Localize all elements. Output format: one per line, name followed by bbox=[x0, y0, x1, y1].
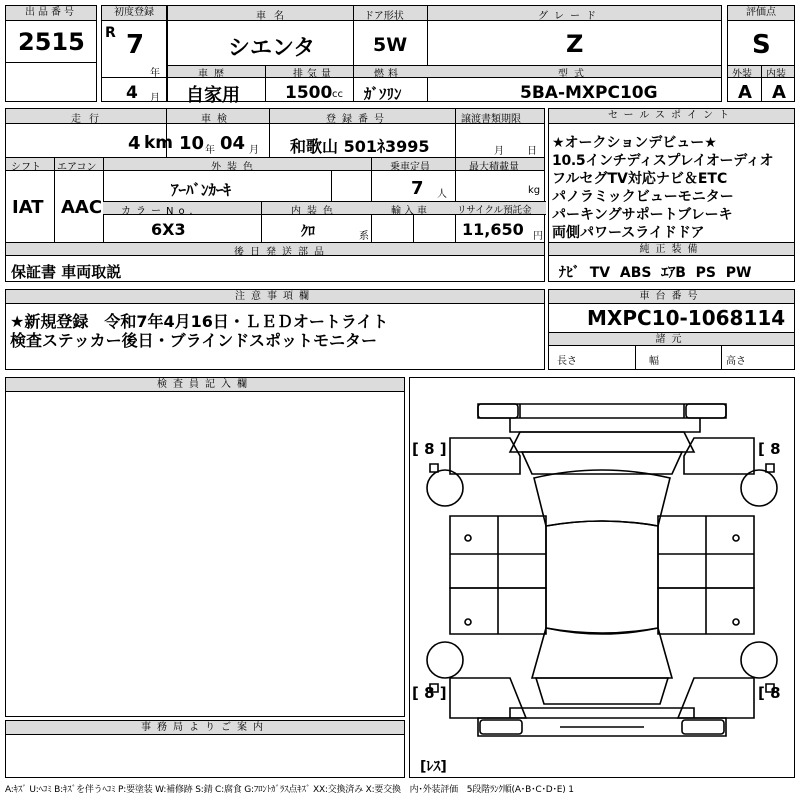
score-label: 評価点 bbox=[728, 6, 794, 21]
car-body-diagram bbox=[410, 378, 794, 777]
first-registration-cell bbox=[101, 5, 167, 102]
sales-points-label: セールスポイント bbox=[549, 109, 794, 124]
inspection-month-unit: 月 bbox=[249, 145, 259, 156]
door-label: ドア形状 bbox=[364, 11, 404, 22]
registration-number-label: 登録番号 bbox=[326, 114, 390, 125]
tire-rear-right-score: [ 8 bbox=[758, 684, 781, 702]
mileage-unit: km bbox=[144, 133, 174, 153]
notes-label: 注意事項欄 bbox=[6, 290, 544, 304]
displacement-label: 排気量 bbox=[293, 69, 335, 80]
displacement-unit: cc bbox=[332, 89, 343, 100]
aircon-label: エアコン bbox=[57, 162, 97, 173]
sales-line-3: フルセグTV対応ナビ＆ETC bbox=[552, 171, 728, 187]
details-table bbox=[5, 108, 545, 282]
inspection-year-unit: 年 bbox=[205, 145, 215, 156]
inspection-year: 10 bbox=[179, 133, 205, 154]
tire-front-left-score: [ 8 ] bbox=[412, 440, 447, 458]
car-name-label: 車名 bbox=[256, 11, 292, 22]
interior-label: 内装 bbox=[766, 69, 786, 80]
width-label: 幅 bbox=[649, 356, 659, 367]
exterior-color-label: 外装色 bbox=[211, 162, 259, 173]
first-registration-label: 初度登録 bbox=[102, 6, 166, 21]
color-number-label: カラーNo. bbox=[121, 206, 198, 217]
chassis-label: 車台番号 bbox=[549, 290, 794, 304]
transfer-deadline-label: 譲渡書類期限 bbox=[461, 114, 521, 125]
car-name: シエンタ bbox=[228, 36, 316, 61]
shift: IAT bbox=[12, 197, 44, 218]
model-code: 5BA-MXPC10G bbox=[520, 83, 658, 103]
recycle-label: リサイクル預託金 bbox=[457, 205, 532, 216]
sales-points-panel bbox=[548, 108, 795, 282]
first-registration-year: 7 bbox=[126, 30, 145, 60]
specs-label: 諸元 bbox=[549, 332, 794, 346]
shift-label: シフト bbox=[11, 162, 41, 173]
score: S bbox=[752, 30, 771, 60]
era: R bbox=[105, 25, 116, 41]
equipment-label: 純正装備 bbox=[549, 242, 794, 256]
door-type: 5W bbox=[373, 34, 408, 56]
notes-line-1: ★新規登録 令和7年4月16日・ＬＥＤオートライト bbox=[10, 312, 389, 331]
max-load-label: 最大積載量 bbox=[469, 162, 519, 173]
chassis-panel bbox=[548, 289, 795, 370]
score-cell bbox=[727, 5, 795, 102]
color-number: 6X3 bbox=[151, 220, 186, 239]
year-unit: 年 bbox=[150, 68, 160, 79]
inspection-month: 04 bbox=[220, 133, 246, 154]
interior-color: ｸﾛ bbox=[301, 224, 315, 240]
transfer-month-unit: 月 bbox=[494, 146, 504, 157]
history-label: 車歴 bbox=[198, 69, 230, 80]
delivery-parts-label: 後日発送部品 bbox=[234, 247, 330, 258]
interior-color-unit: 系 bbox=[359, 231, 369, 242]
load-unit: kg bbox=[528, 185, 541, 196]
recycle-unit: 円 bbox=[533, 231, 543, 242]
month-unit: 月 bbox=[150, 93, 160, 104]
import-label: 輸入車 bbox=[391, 206, 430, 217]
lot-number-label: 出品番号 bbox=[6, 6, 96, 21]
aircon: AAC bbox=[61, 197, 103, 218]
mileage: 4 bbox=[128, 133, 141, 154]
sales-line-4: パノラミックビューモニター bbox=[552, 189, 734, 205]
tire-rear-left-score: [ 8 ] bbox=[412, 684, 447, 702]
sales-line-2: 10.5インチディスプレイオーディオ bbox=[552, 153, 774, 169]
mileage-label: 走行 bbox=[71, 114, 107, 125]
capacity-unit: 人 bbox=[437, 189, 447, 200]
model-label: 型式 bbox=[558, 69, 590, 80]
interior-grade: A bbox=[772, 82, 786, 103]
sales-line-1: ★オークションデビュー★ bbox=[552, 135, 717, 151]
grade-label: グレード bbox=[538, 11, 602, 22]
lot-number: 2515 bbox=[18, 28, 85, 56]
interior-color-label: 内装色 bbox=[291, 206, 339, 217]
notes-panel bbox=[5, 289, 545, 370]
sales-line-6: 両側パワースライドドア bbox=[552, 225, 705, 241]
inspection-label: 車検 bbox=[201, 114, 233, 125]
fuel-label: 燃料 bbox=[374, 69, 402, 80]
registration-number: 和歌山 501ﾈ3995 bbox=[290, 137, 430, 156]
height-label: 高さ bbox=[726, 356, 746, 367]
exterior-grade: A bbox=[738, 82, 752, 103]
delivery-parts: 保証書 車両取説 bbox=[11, 263, 122, 281]
office-panel bbox=[5, 720, 405, 778]
displacement: 1500 bbox=[285, 83, 333, 103]
office-label: 事務局よりご案内 bbox=[6, 721, 404, 735]
car-diagram-panel bbox=[409, 377, 795, 778]
capacity-label: 乗車定員 bbox=[390, 162, 430, 173]
capacity: 7 bbox=[411, 178, 424, 199]
first-registration-month: 4 bbox=[126, 83, 138, 103]
vehicle-main-cell bbox=[167, 5, 722, 106]
transfer-day-unit: 日 bbox=[527, 146, 537, 157]
spare-tire-status: [ﾚｽ] bbox=[420, 759, 447, 775]
sales-line-5: パーキングサポートブレーキ bbox=[552, 207, 733, 223]
equipment: ﾅﾋﾞ TV ABS ｴｱB PS PW bbox=[559, 265, 752, 281]
notes-line-2: 検査ステッカー後日・ブラインドスポットモニター bbox=[10, 331, 378, 350]
fuel: ｶﾞｿﾘﾝ bbox=[364, 85, 402, 103]
car-history: 自家用 bbox=[186, 85, 240, 106]
grade: Z bbox=[566, 30, 584, 58]
exterior-label: 外装 bbox=[732, 69, 752, 80]
length-label: 長さ bbox=[557, 356, 577, 367]
recycle-deposit: 11,650 bbox=[462, 220, 524, 239]
inspector-panel bbox=[5, 377, 405, 717]
damage-legend: A:ｷｽﾞ U:ﾍｺﾐ B:ｷｽﾞを伴うﾍｺﾐ P:要塗装 W:補修跡 S:錆 C:腐食 G:ﾌﾛﾝﾄｶﾞﾗｽ点ｷｽﾞ XX:交換済み X:要交換 内･外装評価 5段階ﾗﾝｸ順(A･B･C･D･E) 1 bbox=[5, 785, 574, 795]
inspector-label: 検査員記入欄 bbox=[6, 378, 404, 392]
lot-number-cell bbox=[5, 5, 97, 102]
chassis-number: MXPC10-1068114 bbox=[587, 306, 786, 330]
exterior-color: ｱｰﾊﾞﾝｶｰｷ bbox=[171, 181, 232, 199]
tire-front-right-score: [ 8 bbox=[758, 440, 781, 458]
